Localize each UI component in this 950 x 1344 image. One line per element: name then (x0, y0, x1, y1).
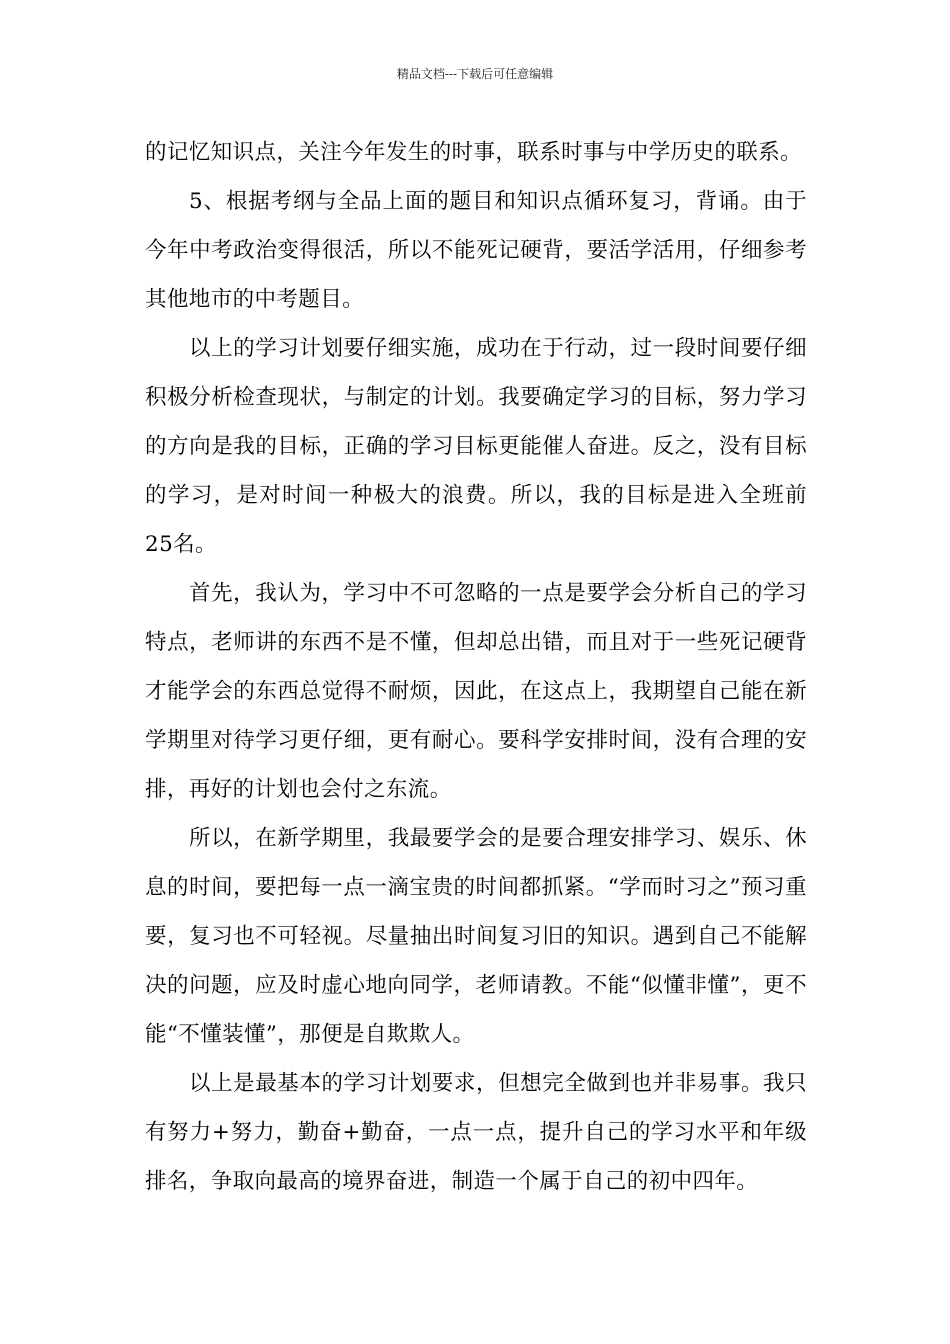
document-body (145, 128, 807, 1206)
page-header: 精品文档---下载后可任意编辑 (396, 67, 554, 81)
paragraph-3: 以上的学习计划要仔细实施，成功在于行动，过一段时间要仔细积极分析检查现状，与制定的计划。我要确定学习的目标，努力学习的方向是我的目标，正确的学习目标更能催人奋进。反之，没有目标的学习，是对时间一种极大的浪费。所以，我的目标是进入全班前25名。 (145, 336, 807, 557)
paragraph-2: 5、根据考纲与全品上面的题目和知识点循环复习，背诵。由于今年中考政治变得很活，所以不能死记硬背，要活学活用，仔细参考其他地市的中考题目。 (145, 189, 807, 312)
paragraph-6: 以上是最基本的学习计划要求，但想完全做到也并非易事。我只有努力+努力，勤奋+勤奋，一点一点，提升自己的学习水平和年级排名，争取向最高的境界奋进，制造一个属于自己的初中四年。 (145, 1071, 807, 1194)
paragraph-4: 首先，我认为，学习中不可忽略的一点是要学会分析自己的学习特点，老师讲的东西不是不懂，但却总出错，而且对于一些死记硬背才能学会的东西总觉得不耐烦，因此，在这点上，我期望自己能在新学期里对待学习更仔细，更有耐心。要科学安排时间，没有合理的安排，再好的计划也会付之东流。 (145, 581, 807, 802)
paragraph-5: 所以，在新学期里，我最要学会的是要合理安排学习、娱乐、休息的时间，要把每一点一滴宝贵的时间都抓紧。“学而时习之”预习重要，复习也不可轻视。尽量抽出时间复习旧的知识。遇到自己不能解决的问题，应及时虚心地向同学，老师请教。不能“似懂非懂”，更不能“不懂装懂”，那便是自欺欺人。 (145, 826, 807, 1047)
paragraph-1: 的记忆知识点，关注今年发生的时事，联系时事与中学历史的联系。 (145, 140, 803, 165)
